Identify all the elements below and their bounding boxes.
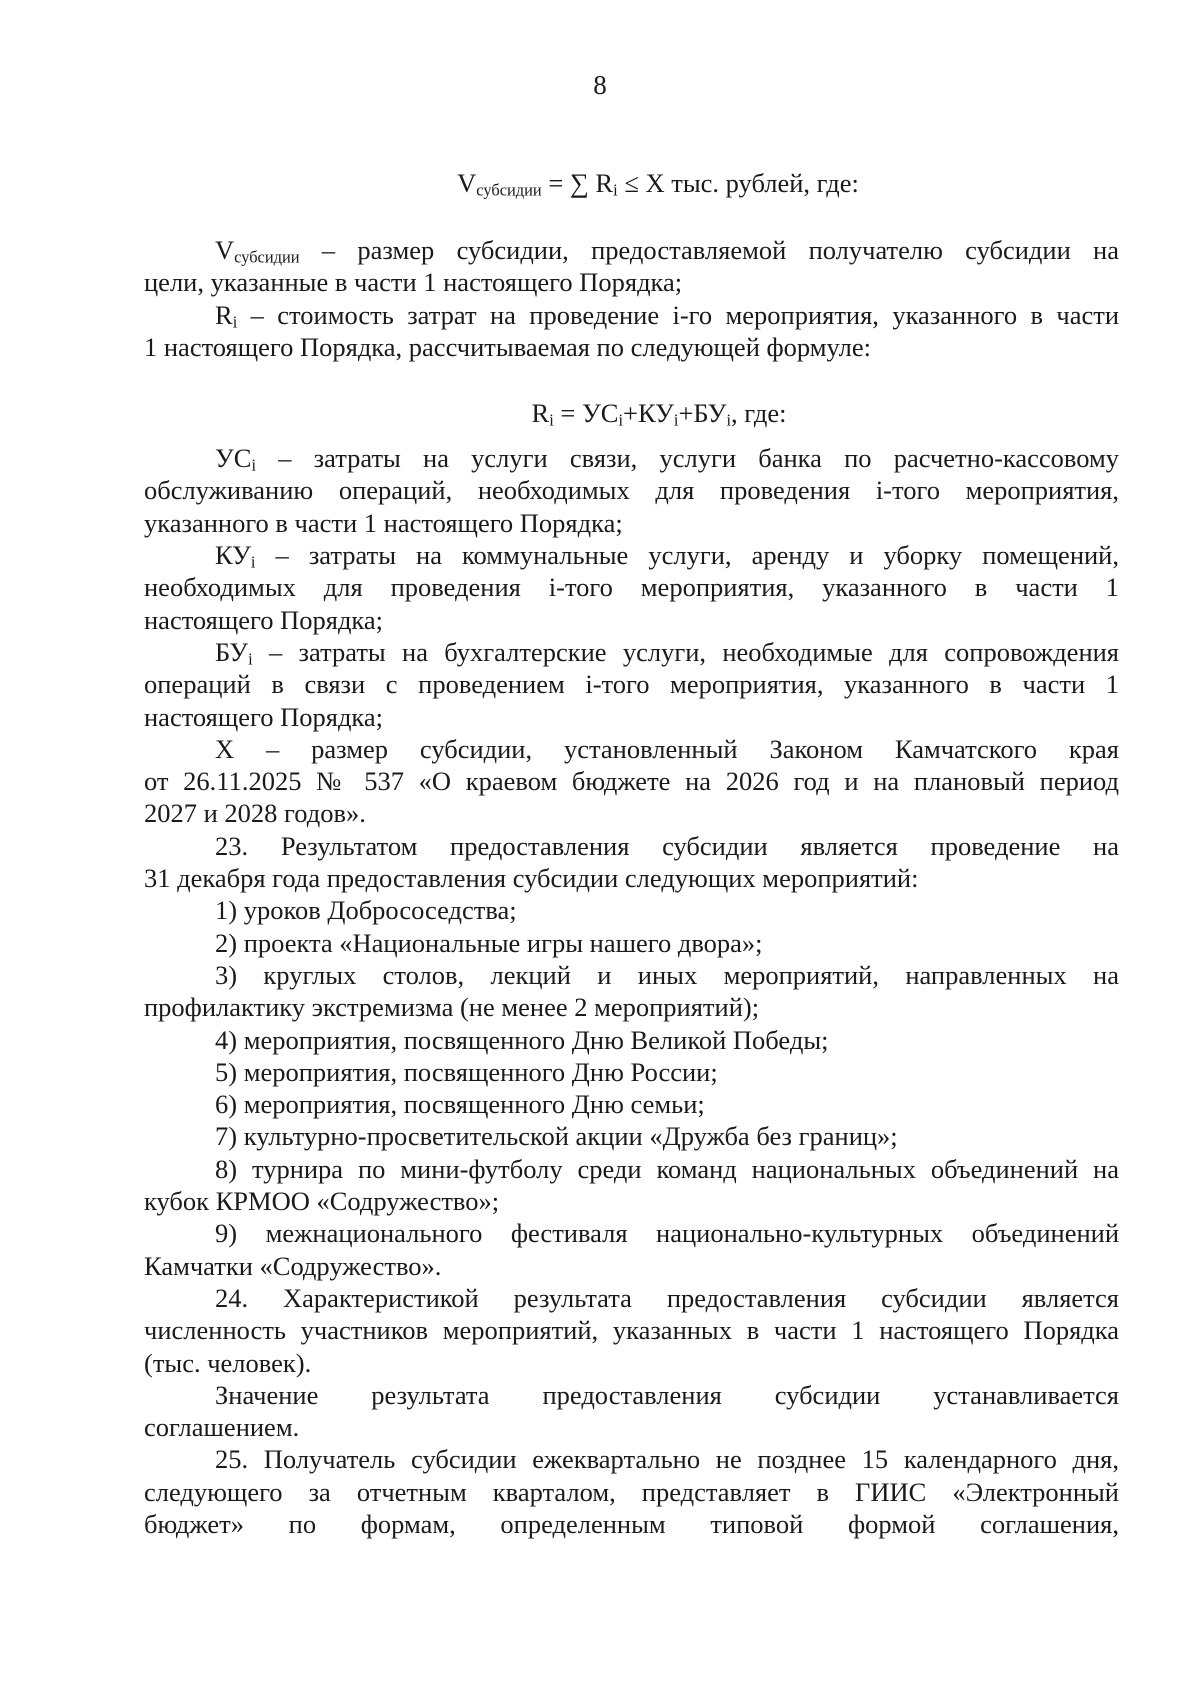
text-line: $УС_i$ – затраты на услуги связи, услуги банка по расчетно-кассовому xyxy=(215,443,1119,475)
text-line: соглашением. xyxy=(144,1412,300,1443)
paragraph-25 xyxy=(144,1443,1119,1540)
document-body xyxy=(144,234,1119,1540)
definition-r-cost xyxy=(144,299,1119,364)
text-line: настоящего Порядка; xyxy=(144,604,384,635)
text-line: X – размер субсидии, установленный Законом Камчатского края xyxy=(215,733,1119,764)
item-1 xyxy=(144,894,1119,926)
item-5 xyxy=(144,1056,1119,1088)
text-line: необходимых для проведения i-того мероприятия, указанного в части 1 xyxy=(144,572,1119,603)
text-line: численность участников мероприятий, указанных в части 1 настоящего Порядка xyxy=(144,1315,1119,1346)
item-6 xyxy=(144,1088,1119,1120)
item-8 xyxy=(144,1153,1119,1218)
text-line: Значение результата предоставления субсидии устанавливается xyxy=(215,1379,1119,1410)
list-item-continuation: Камчатки «Содружество». xyxy=(144,1250,442,1281)
definition-ku xyxy=(144,539,1119,636)
text-line: 31 декабря года предоставления субсидии следующих мероприятий: xyxy=(144,863,919,894)
list-item: 5) мероприятия, посвященного Дню России; xyxy=(215,1056,718,1087)
paragraph-23 xyxy=(144,830,1119,895)
text-line: $R_i$ – стоимость затрат на проведение i-го мероприятия, указанного в части xyxy=(215,299,1119,332)
formula-spacer xyxy=(144,363,1119,442)
list-item: 8) турнира по мини-футболу среди команд национальных объединений на xyxy=(215,1153,1119,1184)
list-item: 1) уроков Добрососедства; xyxy=(215,895,517,926)
cost-formula: $R_i = УС_i+КУ_i+БУ_i$, где: xyxy=(531,398,787,430)
text-line: 1 настоящего Порядка, рассчитываемая по следующей формуле: xyxy=(144,331,871,362)
definition-v-subsidy xyxy=(144,234,1119,299)
text-line: от 26.11.2025 № 537 «О краевом бюджете на 2026 год и на плановый период xyxy=(144,766,1119,797)
text-line: 24. Характеристикой результата предоставления субсидии является xyxy=(215,1282,1119,1313)
text-line: 23. Результатом предоставления субсидии является проведение на xyxy=(215,830,1119,861)
list-item-continuation: профилактику экстремизма (не менее 2 мероприятий); xyxy=(144,992,760,1023)
list-item: 6) мероприятия, посвященного Дню семьи; xyxy=(215,1089,705,1120)
item-7 xyxy=(144,1120,1119,1152)
list-item: 2) проекта «Национальные игры нашего двора»; xyxy=(215,927,763,958)
text-line: $КУ_i$ – затраты на коммунальные услуги, аренду и уборку помещений, xyxy=(215,540,1119,572)
list-item: 4) мероприятия, посвященного Дню Великой Победы; xyxy=(215,1024,829,1055)
item-2 xyxy=(144,927,1119,959)
text-line: 2027 и 2028 годов». xyxy=(144,798,366,829)
text-line: настоящего Порядка; xyxy=(144,701,384,732)
text-line: $БУ_i$ – затраты на бухгалтерские услуги, необходимые для сопровождения xyxy=(215,636,1119,669)
text-line: следующего за отчетным кварталом, представляет в ГИИС «Электронный xyxy=(144,1476,1119,1507)
item-4 xyxy=(144,1024,1119,1056)
text-line: 25. Получатель субсидии ежеквартально не позднее 15 календарного дня, xyxy=(215,1444,1119,1475)
list-item: 7) культурно-просветительской акции «Дружба без границ»; xyxy=(215,1121,898,1152)
definition-us xyxy=(144,442,1119,539)
list-item: 9) межнационального фестиваля национально-культурных объединений xyxy=(215,1218,1119,1249)
item-9 xyxy=(144,1217,1119,1282)
text-line: обслуживанию операций, необходимых для проведения i-того мероприятия, xyxy=(144,475,1119,506)
page-number: 8 xyxy=(593,70,607,100)
item-3 xyxy=(144,959,1119,1024)
definition-bu xyxy=(144,636,1119,733)
text-line: $V_{субсидии}$ – размер субсидии, предоставляемой получателю субсидии на xyxy=(215,235,1119,267)
text-line: (тыс. человек). xyxy=(144,1347,312,1378)
definition-x xyxy=(144,733,1119,830)
text-line: цели, указанные в части 1 настоящего Порядка; xyxy=(144,267,683,298)
paragraph-24 xyxy=(144,1282,1119,1379)
list-item: 3) круглых столов, лекций и иных мероприятий, направленных на xyxy=(215,959,1119,990)
list-item-continuation: кубок КРМОО «Содружество»; xyxy=(144,1186,500,1217)
text-line: указанного в части 1 настоящего Порядка; xyxy=(144,507,623,538)
paragraph-value xyxy=(144,1379,1119,1444)
subsidy-volume-formula: $V_{субсидии}$ = ∑ $R_i \le X$ тыс. рублей, где: xyxy=(457,168,859,200)
text-line: бюджет» по формам, определенным типовой формой соглашения, xyxy=(144,1508,1119,1539)
text-line: операций в связи с проведением i-того мероприятия, указанного в части 1 xyxy=(144,669,1119,700)
